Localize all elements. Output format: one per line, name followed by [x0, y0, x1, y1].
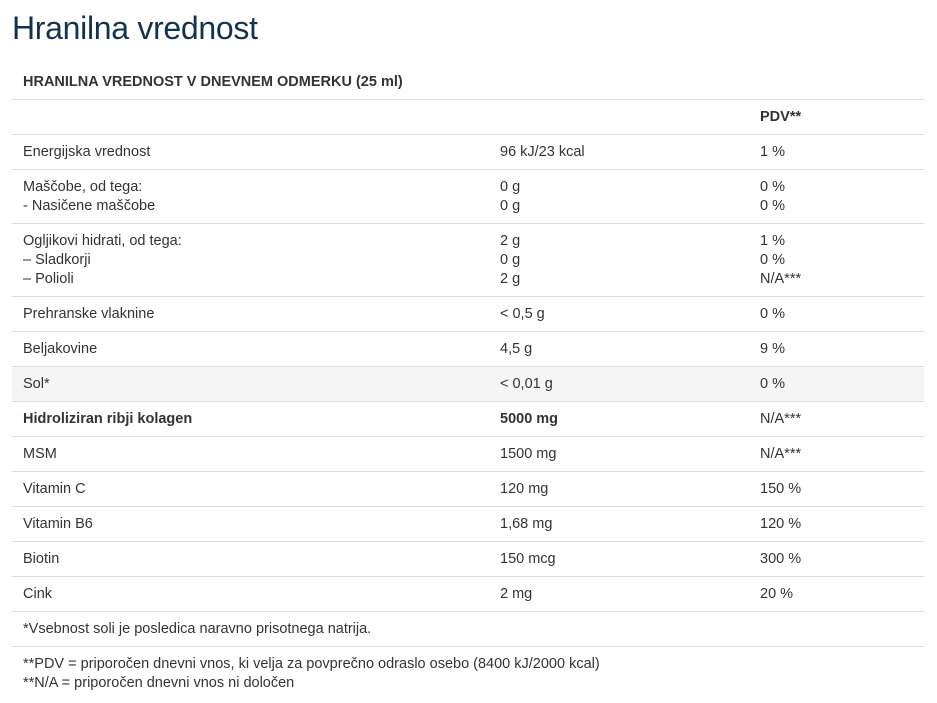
- nutrient-pdv: 0 %: [760, 306, 785, 322]
- nutrient-pdv: 1 %: [760, 144, 785, 160]
- nutrient-name: Vitamin C: [23, 481, 86, 497]
- nutrient-amount: 120 mg: [500, 481, 549, 497]
- footnote-row: [12, 647, 924, 703]
- nutrient-pdv: 120 %: [760, 516, 802, 532]
- table-row: [12, 437, 924, 472]
- table-heading-row: [12, 64, 924, 100]
- table-row: [12, 367, 924, 402]
- nutrient-pdv: 1 % 0 % N/A***: [760, 233, 802, 287]
- nutrient-amount: < 0,01 g: [500, 376, 553, 392]
- nutrient-name: Prehranske vlaknine: [23, 306, 155, 322]
- footnote-definitions: [23, 655, 903, 693]
- nutrient-pdv: 9 %: [760, 341, 785, 357]
- table-row: [12, 507, 924, 542]
- nutrient-amount: 96 kJ/23 kcal: [500, 144, 585, 160]
- nutrient-name: Cink: [23, 586, 53, 602]
- nutrient-name: Beljakovine: [23, 341, 98, 357]
- table-row: [12, 224, 924, 297]
- table-row: [12, 402, 924, 437]
- nutrient-amount: 1,68 mg: [500, 516, 553, 532]
- footnote-pdv: **PDV = priporočen dnevni vnos, ki velja za povprečno odraslo osebo (8400 kJ/2000 kcal): [23, 656, 600, 672]
- nutrient-name: Sol*: [23, 376, 50, 392]
- nutrient-name: Maščobe, od tega: - Nasičene maščobe: [23, 179, 156, 214]
- nutrient-pdv: N/A***: [760, 446, 802, 462]
- table-heading: HRANILNA VREDNOST V DNEVNEM ODMERKU (25 ml): [23, 74, 403, 90]
- nutrient-amount: 0 g 0 g: [500, 179, 521, 214]
- table-row: [12, 577, 924, 612]
- table-row: [12, 542, 924, 577]
- page-title: Hranilna vrednost: [12, 10, 258, 46]
- nutrient-amount: 1500 mg: [500, 446, 557, 462]
- nutrient-amount: 2 mg: [500, 586, 533, 602]
- column-header-row: [12, 100, 924, 135]
- nutrient-name: Energijska vrednost: [23, 144, 151, 160]
- nutrient-pdv: 0 % 0 %: [760, 179, 785, 214]
- nutrient-amount: < 0,5 g: [500, 306, 545, 322]
- nutrient-name: Hidroliziran ribji kolagen: [23, 411, 193, 427]
- nutrient-pdv: 0 %: [760, 376, 785, 392]
- footnote-na: **N/A = priporočen dnevni vnos ni določen: [23, 675, 295, 691]
- table-row: [12, 297, 924, 332]
- footnote-salt: *Vsebnost soli je posledica naravno prisotnega natrija.: [23, 621, 372, 637]
- nutrient-pdv: 150 %: [760, 481, 802, 497]
- table-row: [12, 332, 924, 367]
- nutrient-pdv: 300 %: [760, 551, 802, 567]
- table-row: [12, 135, 924, 170]
- nutrient-amount: 5000 mg: [500, 411, 559, 427]
- nutrient-name: Ogljikovi hidrati, od tega: – Sladkorji – Polioli: [23, 233, 182, 287]
- nutrient-amount: 2 g 0 g 2 g: [500, 233, 521, 287]
- column-header-pdv: PDV**: [760, 109, 802, 125]
- table-row: [12, 170, 924, 224]
- nutrient-pdv: N/A***: [760, 411, 802, 427]
- nutrient-amount: 150 mcg: [500, 551, 556, 567]
- table-row: [12, 472, 924, 507]
- nutrient-name: Biotin: [23, 551, 60, 567]
- nutrition-table: [12, 64, 924, 703]
- nutrient-pdv: 20 %: [760, 586, 794, 602]
- nutrient-name: Vitamin B6: [23, 516, 93, 532]
- nutrient-amount: 4,5 g: [500, 341, 533, 357]
- footnote-row: [12, 612, 924, 647]
- nutrient-name: MSM: [23, 446, 57, 462]
